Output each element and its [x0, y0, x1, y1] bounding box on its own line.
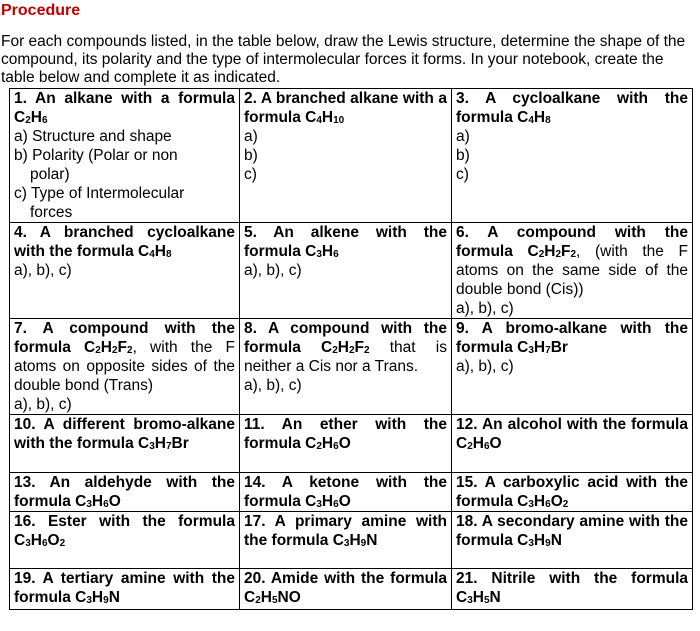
cell-5: [240, 223, 452, 319]
item-b-cont: polar): [30, 166, 70, 183]
cell-5-title: 5. An alkene with the formula $C_3H_6$: [244, 224, 447, 260]
cell-8-title: 8. A compound with the formula $C_2H_2F_2$ that is neither a Cis nor a Trans.: [244, 320, 447, 375]
item-c: c): [244, 166, 257, 183]
cell-7-title: 7. A compound with the formula $C_2H_2F_2$, with the F atoms on opposite sides of the double bond (Trans): [14, 320, 235, 394]
item-abc: a), b), c): [244, 262, 302, 279]
table-row: [10, 89, 693, 223]
cell-6: [452, 223, 693, 319]
compounds-table: [9, 88, 693, 610]
item-a: a): [456, 128, 470, 145]
item-a: a) Structure and shape: [14, 128, 172, 145]
cell-19-title: 19. A tertiary amine with the formula $C_3H_9N$: [14, 570, 235, 606]
cell-14: [240, 473, 452, 512]
cell-9-title: 9. A bromo-alkane with the formula $C_3H_7Br$: [456, 320, 688, 356]
item-b: b) Polarity (Polar or non: [14, 147, 178, 164]
cell-15: [452, 473, 693, 512]
item-abc: a), b), c): [456, 300, 514, 317]
cell-20: [240, 569, 452, 610]
item-a: a): [244, 128, 258, 145]
cell-17-title: 17. A primary amine with the formula $C_3H_9N$: [244, 513, 447, 549]
cell-9: [452, 319, 693, 415]
table-row: [10, 415, 693, 473]
cell-11-title: 11. An ether with the formula $C_2H_6O$: [244, 416, 447, 452]
cell-20-title: 20. Amide with the formula $C_2H_5NO$: [244, 570, 447, 606]
item-abc: a), b), c): [244, 377, 302, 394]
table-row: [10, 473, 693, 512]
intro-paragraph: For each compounds listed, in the table below, draw the Lewis structure, determine the shape of the compound, its polarity and the type of intermolecular forces it forms. In your notebook, create the table below and complete it as indicated.: [1, 33, 686, 86]
cell-19: [10, 569, 240, 610]
cell-16: [10, 512, 240, 569]
page-title: Procedure: [1, 2, 81, 19]
cell-3-title: 3. A cycloalkane with the formula $C_4H_8$: [456, 90, 688, 126]
cell-6-title: 6. A compound with the formula $C_2H_2F_2$, (with the F atoms on the same side of the double bond (Cis)): [456, 224, 688, 298]
cell-13: [10, 473, 240, 512]
cell-21-title: 21. Nitrile with the formula $C_3H_5N$: [456, 570, 688, 606]
item-b: b): [244, 147, 258, 164]
cell-8: [240, 319, 452, 415]
cell-16-title: 16. Ester with the formula $C_3H_6O_2$: [14, 513, 235, 549]
item-abc: a), b), c): [14, 262, 72, 279]
cell-4: [10, 223, 240, 319]
item-abc: a), b), c): [14, 396, 72, 413]
cell-15-title: 15. A carboxylic acid with the formula $C_3H_6O_2$: [456, 474, 688, 510]
cell-12-title: 12. An alcohol with the formula $C_2H_6O$: [456, 416, 688, 452]
cell-10-title: 10. A different bromo-alkane with the formula $C_3H_7Br$: [14, 416, 235, 452]
cell-14-title: 14. A ketone with the formula $C_3H_6O$: [244, 474, 447, 510]
item-c: c): [456, 166, 469, 183]
cell-2: [240, 89, 452, 223]
cell-18: [452, 512, 693, 569]
cell-13-title: 13. An aldehyde with the formula $C_3H_6O$: [14, 474, 235, 510]
table-row: [10, 319, 693, 415]
item-c: c) Type of Intermolecular: [14, 185, 185, 202]
cell-17: [240, 512, 452, 569]
table-row: [10, 569, 693, 610]
cell-11: [240, 415, 452, 473]
cell-3: [452, 89, 693, 223]
table-row: [10, 512, 693, 569]
cell-12: [452, 415, 693, 473]
cell-10: [10, 415, 240, 473]
cell-2-title: 2. A branched alkane with a formula $C_4H_{10}$: [244, 90, 447, 126]
cell-21: [452, 569, 693, 610]
item-c-cont: forces: [30, 204, 73, 221]
table-row: [10, 223, 693, 319]
cell-7: [10, 319, 240, 415]
cell-18-title: 18. A secondary amine with the formula $C_3H_9N$: [456, 513, 688, 549]
cell-4-title: 4. A branched cycloalkane with the formula $C_4H_8$: [14, 224, 235, 260]
cell-1-title: 1. An alkane with a formula $C_2H_6$: [14, 90, 235, 126]
item-b: b): [456, 147, 470, 164]
item-abc: a), b), c): [456, 358, 514, 375]
cell-1: [10, 89, 240, 223]
